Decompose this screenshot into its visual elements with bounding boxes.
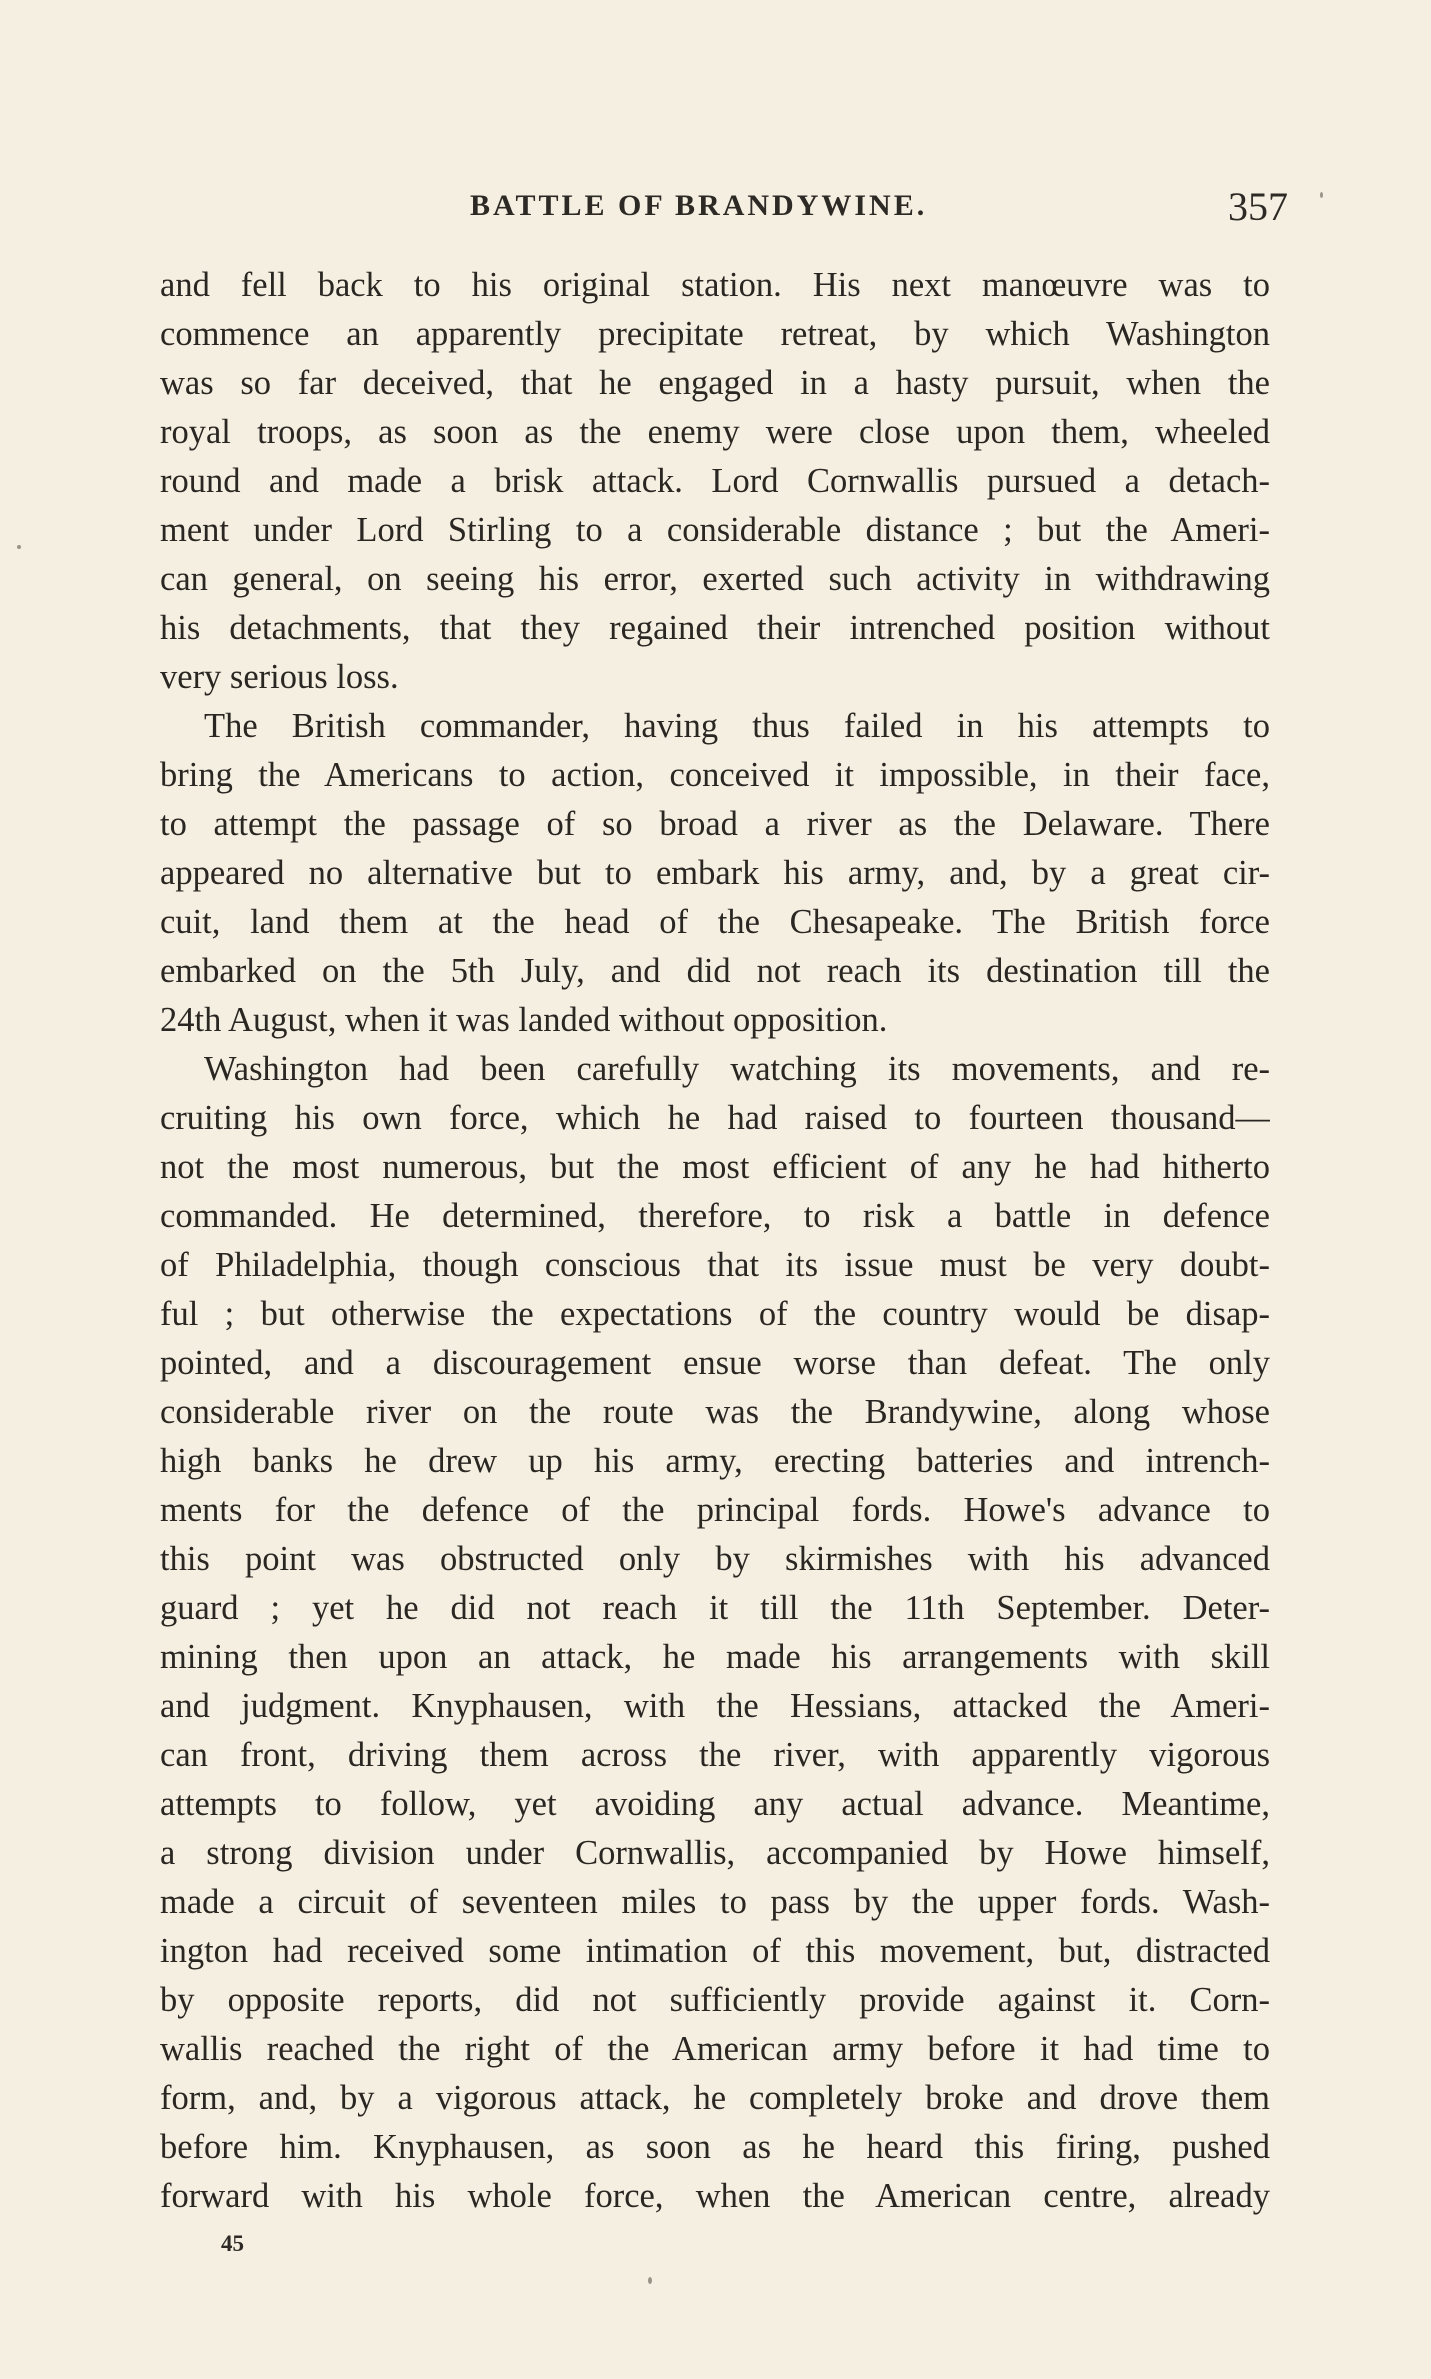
text-line: very serious loss.	[160, 658, 399, 696]
text-line: not the most numerous, but the most efficient of any he had hitherto	[160, 1148, 1270, 1186]
text-line: made a circuit of seventeen miles to pass by the upper fords. Wash-	[160, 1883, 1270, 1921]
text-line: form, and, by a vigorous attack, he completely broke and drove them	[160, 2079, 1270, 2117]
paper-speck	[648, 2277, 652, 2284]
text-line: appeared no alternative but to embark his army, and, by a great cir-	[160, 854, 1270, 892]
page-header	[170, 183, 1288, 243]
text-line: commence an apparently precipitate retreat, by which Washington	[160, 315, 1270, 353]
paper-speck	[1320, 192, 1323, 198]
text-line: can general, on seeing his error, exerted such activity in withdrawing	[160, 560, 1270, 598]
text-line: a strong division under Cornwallis, accompanied by Howe himself,	[160, 1834, 1270, 1872]
text-line: can front, driving them across the river, with apparently vigorous	[160, 1736, 1270, 1774]
text-line: guard ; yet he did not reach it till the 11th September. Deter-	[160, 1589, 1270, 1627]
text-line: attempts to follow, yet avoiding any actual advance. Meantime,	[160, 1785, 1270, 1823]
text-line: 24th August, when it was landed without opposition.	[160, 1001, 888, 1039]
text-line: wallis reached the right of the American army before it had time to	[160, 2030, 1270, 2068]
text-line: pointed, and a discouragement ensue worse than defeat. The only	[160, 1344, 1270, 1382]
text-line: ments for the defence of the principal fords. Howe's advance to	[160, 1491, 1270, 1529]
text-line: high banks he drew up his army, erecting batteries and intrench-	[160, 1442, 1270, 1480]
text-line: by opposite reports, did not sufficiently provide against it. Corn-	[160, 1981, 1270, 2019]
text-line: cuit, land them at the head of the Chesapeake. The British force	[160, 903, 1270, 941]
text-line: to attempt the passage of so broad a river as the Delaware. There	[160, 805, 1270, 843]
text-line: commanded. He determined, therefore, to risk a battle in defence	[160, 1197, 1270, 1235]
text-line: ment under Lord Stirling to a considerable distance ; but the Ameri-	[160, 511, 1270, 549]
body-text	[160, 261, 1270, 2221]
text-line: forward with his whole force, when the American centre, already	[160, 2177, 1270, 2215]
text-line: round and made a brisk attack. Lord Cornwallis pursued a detach-	[160, 462, 1270, 500]
text-line: embarked on the 5th July, and did not reach its destination till the	[160, 952, 1270, 990]
text-line: ful ; but otherwise the expectations of the country would be disap-	[160, 1295, 1270, 1333]
text-line: cruiting his own force, which he had raised to fourteen thousand—	[160, 1099, 1270, 1137]
paper-speck	[17, 545, 21, 549]
text-line: before him. Knyphausen, as soon as he heard this firing, pushed	[160, 2128, 1270, 2166]
text-line: was so far deceived, that he engaged in a hasty pursuit, when the	[160, 364, 1270, 402]
signature-mark: 45	[221, 2231, 244, 2256]
text-line: this point was obstructed only by skirmishes with his advanced	[160, 1540, 1270, 1578]
text-line: The British commander, having thus failed in his attempts to	[204, 707, 1270, 745]
text-line: royal troops, as soon as the enemy were close upon them, wheeled	[160, 413, 1270, 451]
text-line: and judgment. Knyphausen, with the Hessians, attacked the Ameri-	[160, 1687, 1270, 1725]
running-title: BATTLE OF BRANDYWINE.	[470, 189, 928, 222]
text-line: Washington had been carefully watching its movements, and re-	[204, 1050, 1270, 1088]
text-line: mining then upon an attack, he made his arrangements with skill	[160, 1638, 1270, 1676]
text-line: bring the Americans to action, conceived it impossible, in their face,	[160, 756, 1270, 794]
text-line: of Philadelphia, though conscious that its issue must be very doubt-	[160, 1246, 1270, 1284]
text-line: ington had received some intimation of this movement, but, distracted	[160, 1932, 1270, 1970]
text-line: his detachments, that they regained their intrenched position without	[160, 609, 1270, 647]
text-line: considerable river on the route was the Brandywine, along whose	[160, 1393, 1270, 1431]
text-line: and fell back to his original station. His next manœuvre was to	[160, 266, 1270, 304]
page-number: 357	[1228, 184, 1288, 229]
